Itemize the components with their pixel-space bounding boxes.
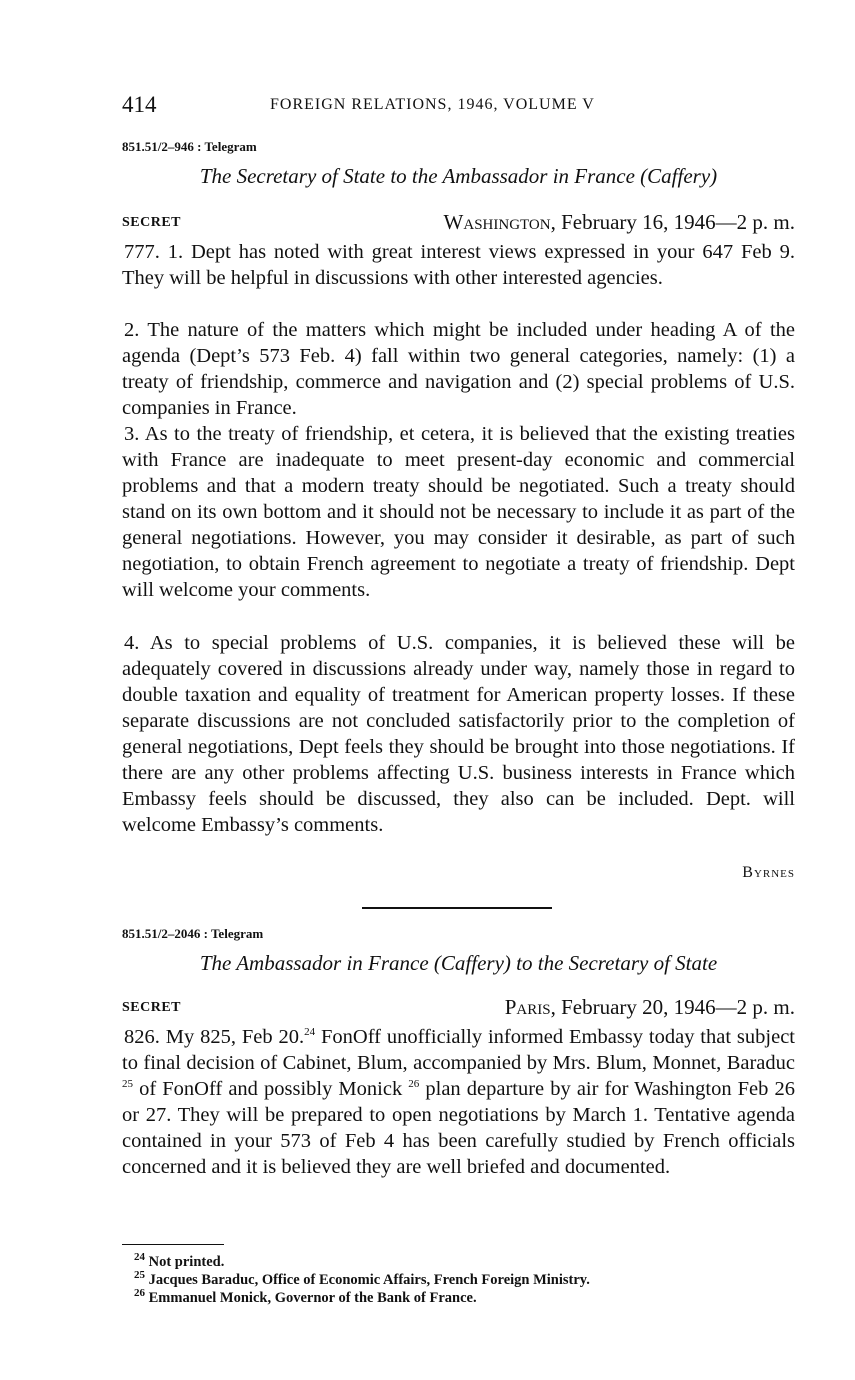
doc2-place: Paris xyxy=(504,995,551,1019)
running-head: FOREIGN RELATIONS, 1946, VOLUME V xyxy=(270,96,595,113)
doc1-classification: SECRET xyxy=(122,215,182,230)
footnote-number: 24 xyxy=(134,1251,145,1264)
footnote-text: Not printed. xyxy=(148,1254,225,1270)
footnote-rule xyxy=(122,1244,224,1245)
doc2-title: The Ambassador in France (Caffery) to the Secretary of State xyxy=(199,951,718,975)
page-number: 414 xyxy=(122,92,157,117)
doc1-paragraph-2: 2. The nature of the matters which might be included under heading A of the agenda (Dept’s 573 Feb. 4) fall within two general categories, namely: (1) a treaty of friendship, commerce and navigation and (2) special problems of U.S. companies in France. xyxy=(122,319,795,419)
doc1-paragraph-3: 3. As to the treaty of friendship, et cetera, it is believed that the existing treaties with France are inadequate to meet present-day economic and commercial problems and that a modern treaty should be negotiated. Such a treaty should stand on its own bottom and it should not be necessary to include it as part of the general negotiations. However, you may consider it desirable, as part of such negotiation, to obtain French agreement to negotiate a treaty of friendship. Dept will welcome your comments. xyxy=(122,423,795,601)
doc2-paragraph-1 xyxy=(122,1024,795,1180)
doc1-paragraph-1: 777. 1. Dept has noted with great interest views expressed in your 647 Feb 9. They will be helpful in discussions with other interested agencies. xyxy=(122,241,795,289)
section-separator xyxy=(362,907,552,909)
doc1-file-ref: 851.51/2–946 : Telegram xyxy=(122,139,257,154)
doc1-dateline xyxy=(444,210,795,235)
footnote-25 xyxy=(134,1269,590,1288)
page-header xyxy=(122,92,795,122)
doc1-date: , February 16, 1946—2 p. m. xyxy=(550,210,795,234)
doc2-file-ref: 851.51/2–2046 : Telegram xyxy=(122,926,264,941)
footnote-text: Jacques Baraduc, Office of Economic Affairs, French Foreign Ministry. xyxy=(148,1272,590,1288)
footnote-ref-25: 25 xyxy=(122,1078,133,1091)
footnote-26 xyxy=(134,1287,477,1306)
footnote-text: Emmanuel Monick, Governor of the Bank of France. xyxy=(148,1290,477,1306)
doc2-text-2: FonOff unofficially informed Embassy today that subject to final decision of Cabinet, Blum, accompanied by Mrs. Blum, Monnet, Baraduc xyxy=(122,1026,795,1074)
doc1-signature: Byrnes xyxy=(742,864,795,881)
doc2-text-1: 826. My 825, Feb 20. xyxy=(124,1026,305,1048)
doc2-classification: SECRET xyxy=(122,1000,182,1015)
doc1-paragraph-4: 4. As to special problems of U.S. companies, it is believed these will be adequately covered in discussions already under way, namely those in regard to double taxation and equality of treatment for American property losses. If these separate discussions are not concluded satisfactorily prior to the completion of general negotiations, Dept feels they should be brought into those negotiations. If there are any other problems affecting U.S. business interests in France which Embassy feels should be discussed, they also can be included. Dept. will welcome Embassy’s comments. xyxy=(122,632,795,836)
doc1-title: The Secretary of State to the Ambassador in France (Caffery) xyxy=(199,164,718,188)
footnote-24 xyxy=(134,1251,225,1270)
footnote-number: 25 xyxy=(134,1269,145,1282)
doc2-date: , February 20, 1946—2 p. m. xyxy=(550,995,795,1019)
footnote-ref-24: 24 xyxy=(304,1026,316,1039)
footnote-number: 26 xyxy=(134,1287,145,1300)
doc2-text-3: of FonOff and possibly Monick xyxy=(133,1078,409,1100)
doc1-place: Washington xyxy=(443,210,551,234)
doc2-dateline xyxy=(505,995,795,1020)
footnote-ref-26: 26 xyxy=(408,1078,420,1091)
doc2-text-4: plan departure by air for Washington Feb 26 or 27. They will be prepared to open negotiations by March 1. Tentative agenda contained in your 573 of Feb 4 has been carefully studied by French officials concerned and it is believed they are well briefed and documented. xyxy=(122,1078,795,1178)
